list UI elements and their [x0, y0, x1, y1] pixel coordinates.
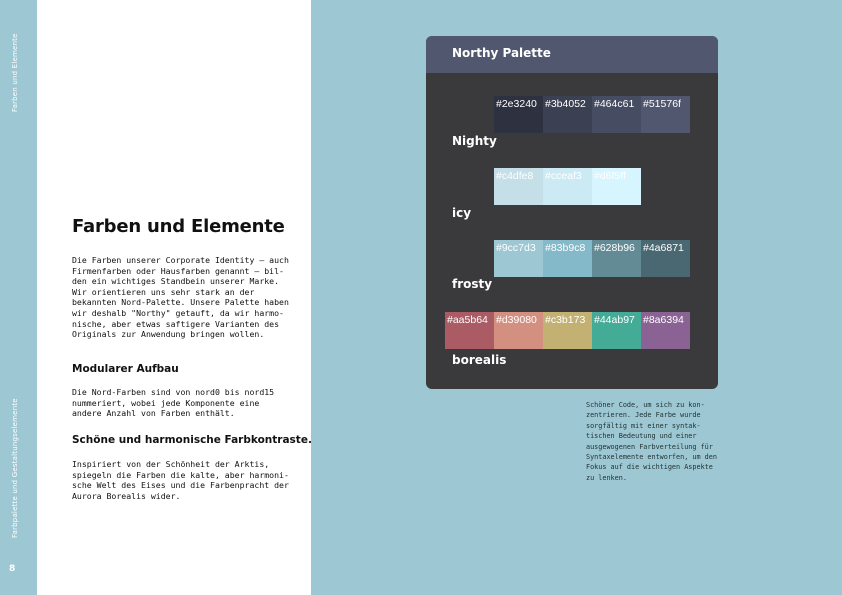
- page-number: 8: [9, 564, 16, 574]
- color-swatch-label: #c4dfe8: [496, 170, 534, 182]
- section-heading-modular: Modularer Aufbau: [72, 363, 179, 375]
- color-swatch-44ab97: [592, 312, 641, 349]
- color-swatch-label: #9cc7d3: [496, 242, 536, 254]
- side-label-bottom: Farbpalette und Gestaltungselemente: [11, 398, 19, 538]
- color-swatch-label: #44ab97: [594, 314, 635, 326]
- side-label-top: Farben und Elemente: [11, 33, 19, 112]
- color-swatch-label: #464c61: [594, 98, 635, 110]
- color-swatch-label: #d6f5ff: [594, 170, 626, 182]
- palette-card-header: [426, 36, 718, 73]
- color-swatch-c3b173: [543, 312, 592, 349]
- color-swatch-label: #cceaf3: [545, 170, 582, 182]
- page-title: Farben und Elemente: [72, 216, 285, 237]
- color-swatch-3b4052: [543, 96, 592, 133]
- color-swatch-label: #2e3240: [496, 98, 537, 110]
- palette-card: [426, 36, 718, 389]
- color-swatch-label: #628b96: [594, 242, 635, 254]
- color-swatch-d39080: [494, 312, 543, 349]
- color-swatch-4a6871: [641, 240, 690, 277]
- color-swatch-label: #c3b173: [545, 314, 586, 326]
- color-swatch-label: #d39080: [496, 314, 537, 326]
- caption-text: Schöner Code, um sich zu kon- zentrieren. Jede Farbe wurde sorgfältig mit einer syntak- tischen Bedeutung und einer ausgewogenen Farbverteilung für Syntaxelemente entworfen, um den Fokus auf die wichtigen Aspekte zu lenken.: [586, 401, 717, 482]
- section-text-modular: Die Nord-Farben sind von nord0 bis nord15 nummeriert, wobei jede Komponente eine andere Anzahl von Farben enthält.: [72, 387, 275, 419]
- color-swatch-label: #4a6871: [643, 242, 684, 254]
- color-swatch-cceaf3: [543, 168, 592, 205]
- color-swatch-c4dfe8: [494, 168, 543, 205]
- color-swatch-label: #83b9c8: [545, 242, 586, 254]
- color-swatch-d6f5ff: [592, 168, 641, 205]
- color-swatch-label: #aa5b64: [447, 314, 488, 326]
- color-swatch-464c61: [592, 96, 641, 133]
- section-text-contrast: Inspiriert von der Schönheit der Arktis, spiegeln die Farben die kalte, aber harmoni- sche Welt des Eises und die Farbenpracht der Aurora Borealis wider.: [72, 459, 289, 501]
- color-swatch-8a6394: [641, 312, 690, 349]
- color-swatch-628b96: [592, 240, 641, 277]
- color-swatch-label: #8a6394: [643, 314, 684, 326]
- color-swatch-51576f: [641, 96, 690, 133]
- color-swatch-aa5b64: [445, 312, 494, 349]
- color-swatch-label: #3b4052: [545, 98, 586, 110]
- color-swatch-83b9c8: [543, 240, 592, 277]
- intro-paragraph: Die Farben unserer Corporate Identity – auch Firmenfarben oder Hausfarben genannt – bil- den ein wichtiges Standbein unserer Marke. Wir orientieren uns sehr stark an der bekannten Nord-Palette. Unsere Palette haben wir deshalb "Northy" getauft, da wir harmo- nische, aber etwas saftigere Varianten des Originals zur Anwendung bringen wollen.: [72, 255, 289, 340]
- section-heading-contrast: Schöne und harmonische Farbkontraste.: [72, 434, 312, 446]
- palette-label-icy: icy: [452, 206, 472, 220]
- color-swatch-label: #51576f: [643, 98, 681, 110]
- color-swatch-2e3240: [494, 96, 543, 133]
- palette-label-nighty: Nighty: [452, 134, 497, 148]
- palette-label-borealis: borealis: [452, 353, 507, 367]
- color-swatch-9cc7d3: [494, 240, 543, 277]
- palette-title: Northy Palette: [452, 46, 551, 60]
- palette-label-frosty: frosty: [452, 277, 493, 291]
